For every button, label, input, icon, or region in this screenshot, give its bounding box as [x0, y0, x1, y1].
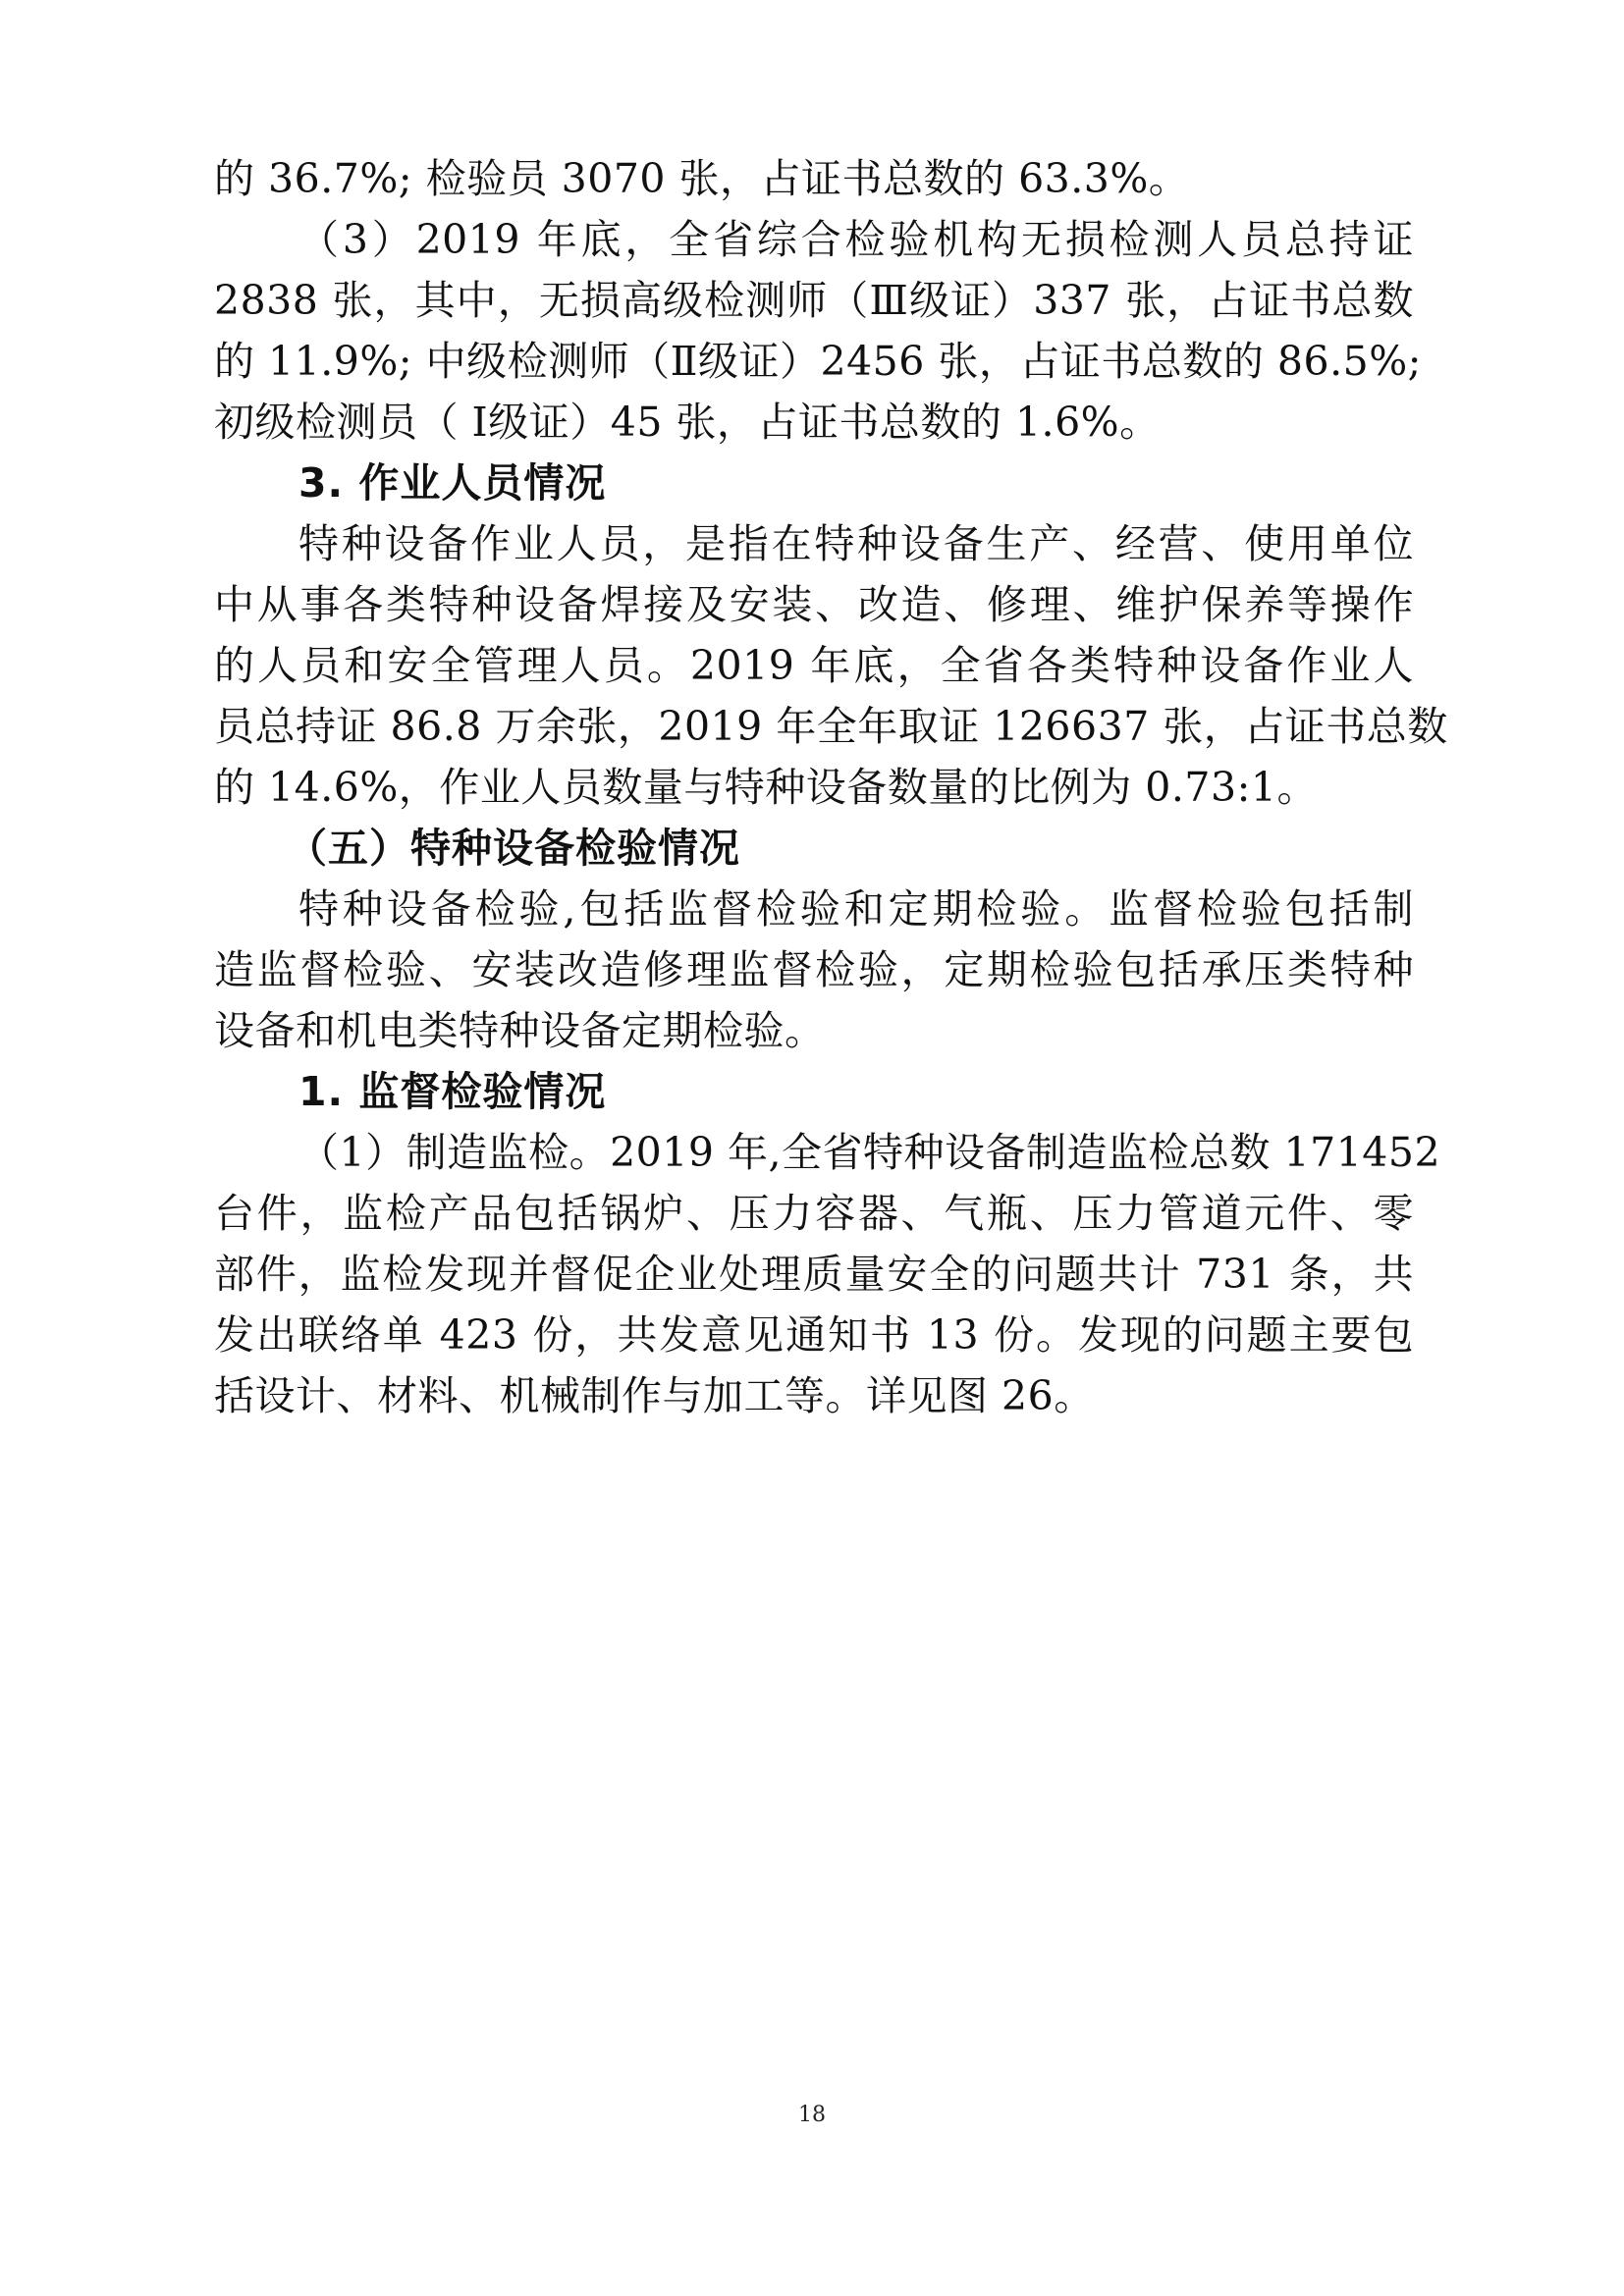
paragraph-line: 特种设备作业人员，是指在特种设备生产、经营、使用单位: [298, 520, 1414, 567]
paragraph-line: （1）制造监检。2019 年,全省特种设备制造监检总数 171452: [298, 1129, 1441, 1176]
paragraph-line: （3）2019 年底，全省综合检验机构无损检测人员总持证: [298, 216, 1414, 263]
paragraph-line: 的 36.7%; 检验员 3070 张，占证书总数的 63.3%。: [214, 155, 1190, 202]
paragraph-line: 括设计、材料、机械制作与加工等。详见图 26。: [214, 1372, 1095, 1419]
paragraph-line: 台件，监检产品包括锅炉、压力容器、气瓶、压力管道元件、零: [214, 1190, 1414, 1237]
section-heading-workers: 3. 作业人员情况: [298, 459, 607, 507]
paragraph-line: 的人员和安全管理人员。2019 年底，全省各类特种设备作业人: [214, 642, 1414, 689]
paragraph-line: 中从事各类特种设备焊接及安装、改造、修理、维护保养等操作: [214, 581, 1414, 628]
paragraph-line: 发出联络单 423 份，共发意见通知书 13 份。发现的问题主要包: [214, 1311, 1414, 1359]
paragraph-line: 部件，监检发现并督促企业处理质量安全的问题共计 731 条，共: [214, 1251, 1414, 1298]
paragraph-line: 的 14.6%，作业人员数量与特种设备数量的比例为 0.73:1。: [214, 764, 1318, 811]
paragraph-line: 设备和机电类特种设备定期检验。: [214, 1007, 826, 1054]
paragraph-line: 特种设备检验,包括监督检验和定期检验。监督检验包括制: [298, 885, 1414, 933]
paragraph-line: 2838 张，其中，无损高级检测师（Ⅲ级证）337 张，占证书总数: [214, 277, 1414, 324]
paragraph-line: 的 11.9%; 中级检测师（Ⅱ级证）2456 张，占证书总数的 86.5%;: [214, 338, 1422, 385]
page-number: 18: [798, 2103, 826, 2127]
paragraph-line: 造监督检验、安装改造修理监督检验，定期检验包括承压类特种: [214, 946, 1414, 993]
paragraph-line: 员总持证 86.8 万余张，2019 年全年取证 126637 张，占证书总数: [214, 703, 1448, 750]
section-heading-inspection: （五）特种设备检验情况: [287, 825, 740, 872]
paragraph-line: 初级检测员（ Ⅰ级证）45 张，占证书总数的 1.6%。: [214, 399, 1161, 446]
section-heading-supervision: 1. 监督检验情况: [298, 1068, 607, 1115]
